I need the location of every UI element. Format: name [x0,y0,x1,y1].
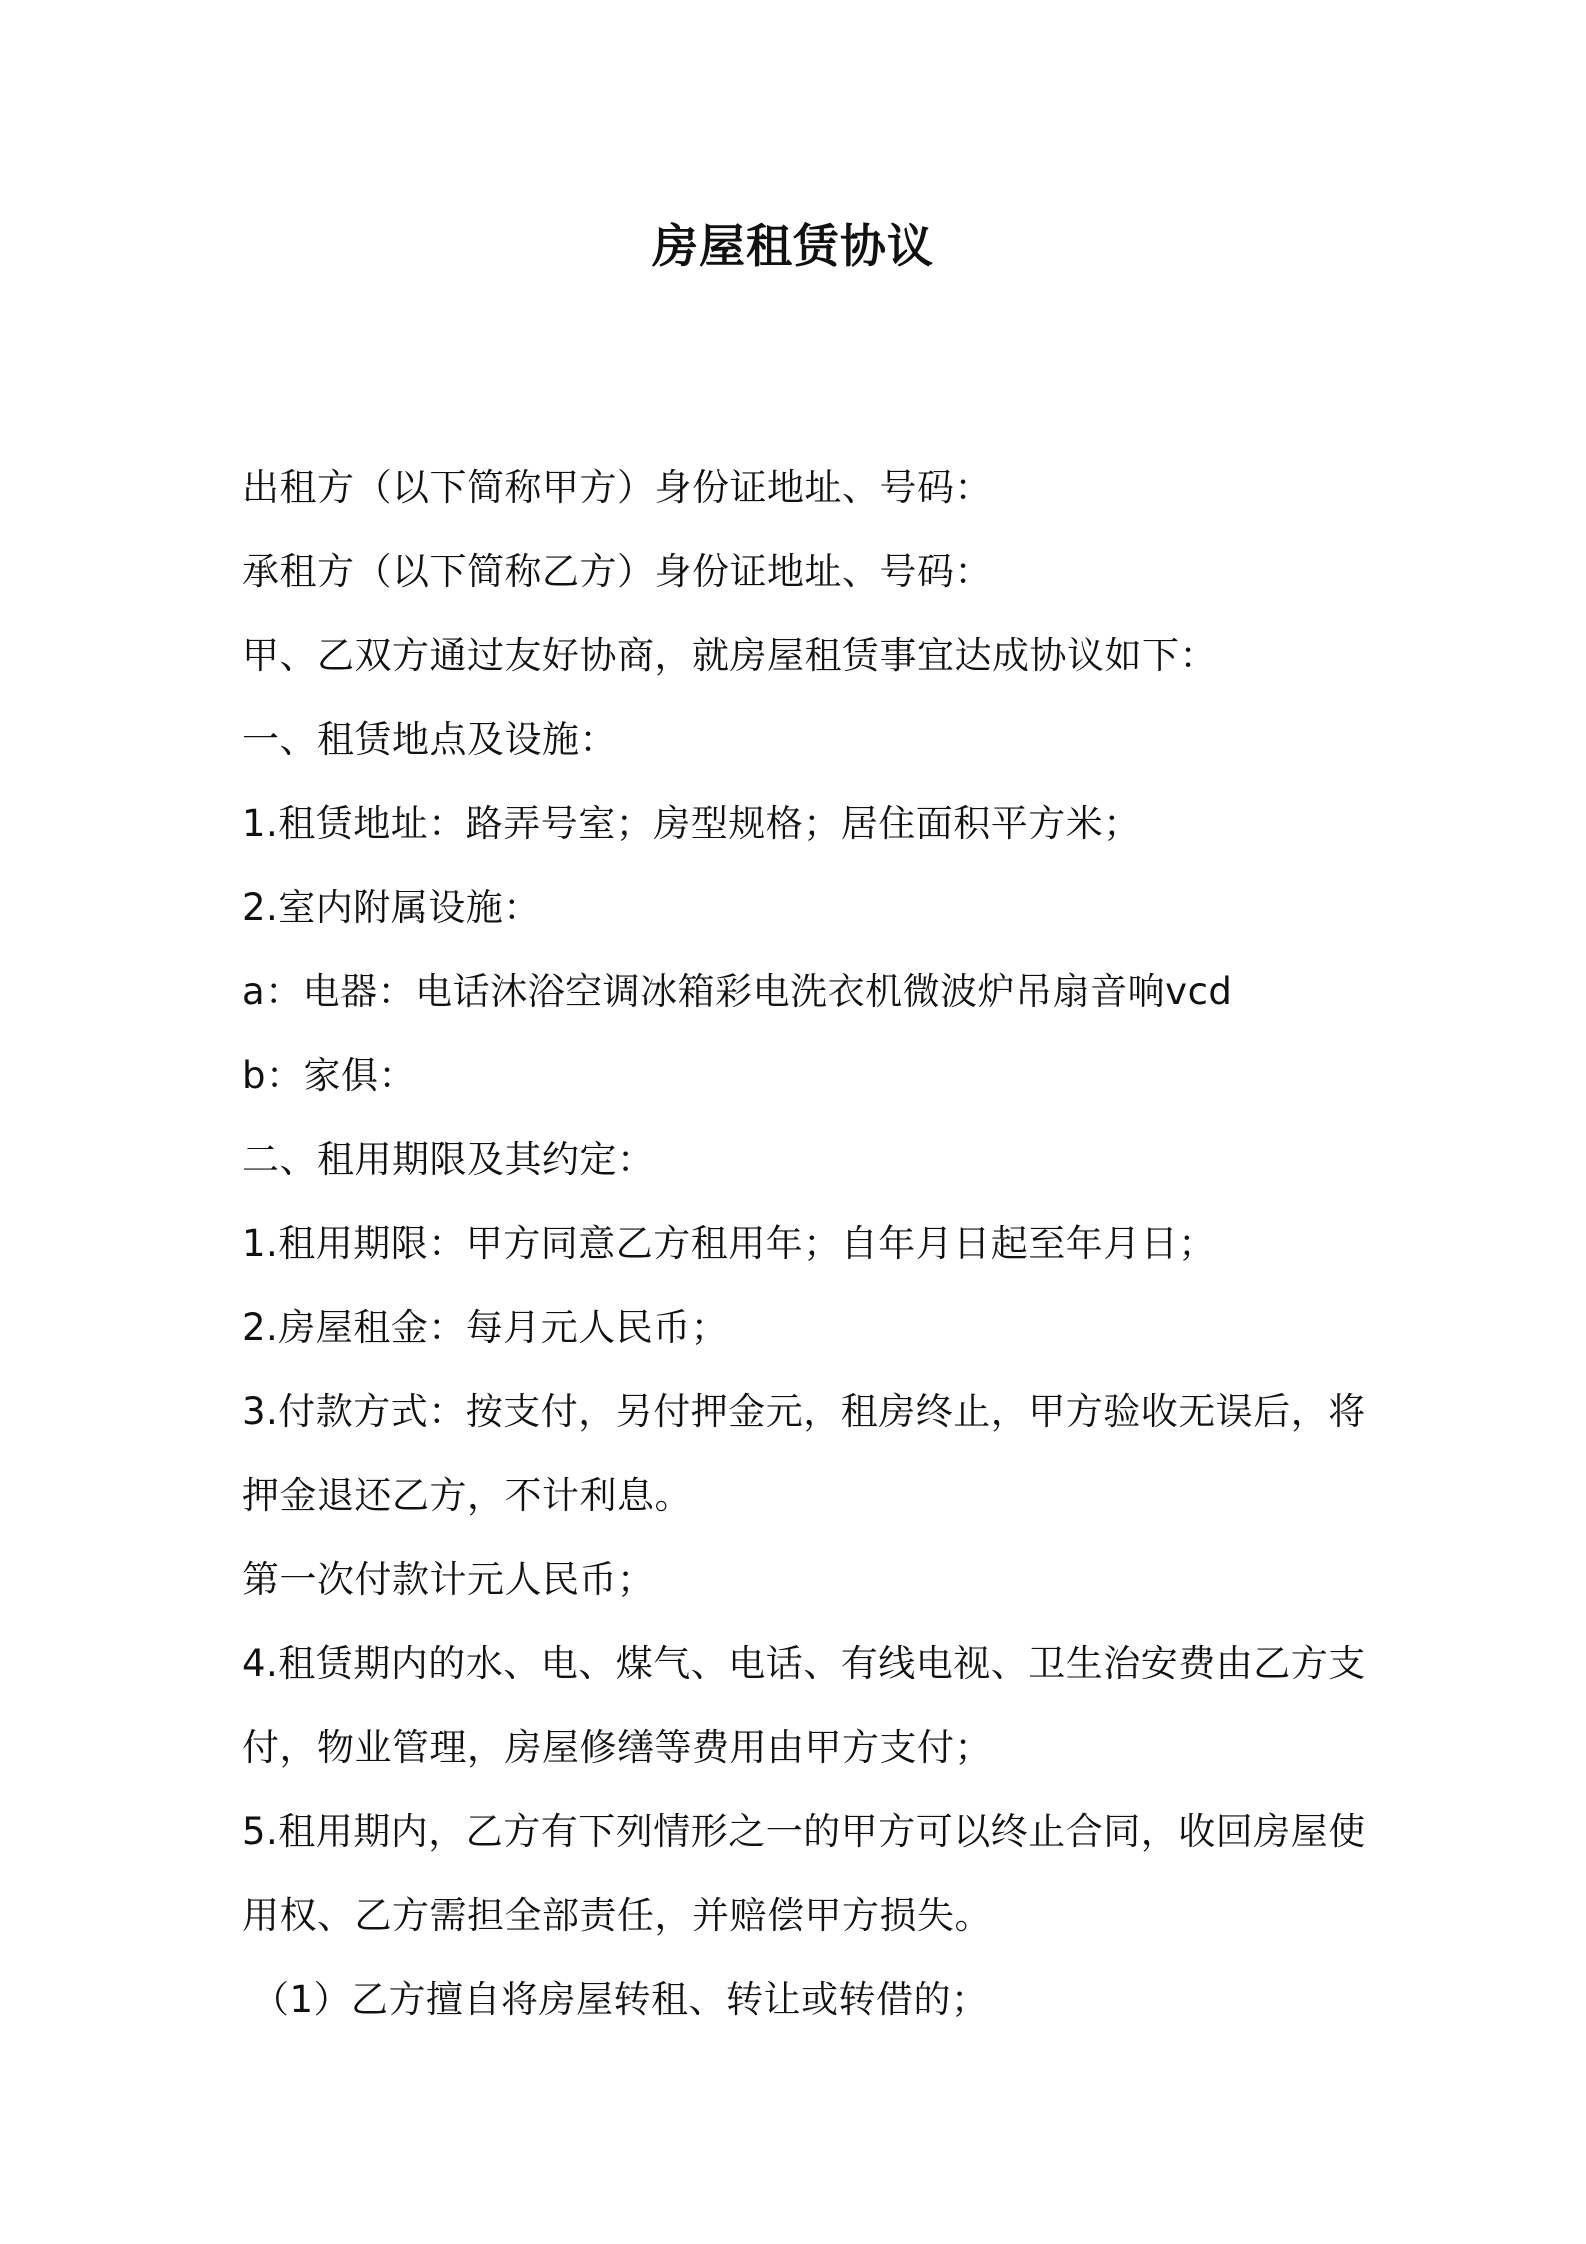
paragraph-line: 用权、乙方需担全部责任，并赔偿甲方损失。 [242,1894,992,1937]
paragraph-line: 1.租赁地址：路弄号室；房型规格；居住面积平方米； [242,802,1141,845]
section-heading: 二、租用期限及其约定： [242,1138,655,1181]
paragraph-line: 1.租用期限：甲方同意乙方租用年；自年月日起至年月日； [242,1222,1216,1265]
paragraph-line: 甲、乙双方通过友好协商，就房屋租赁事宜达成协议如下： [242,634,1217,677]
paragraph-line: 承租方（以下简称乙方）身份证地址、号码： [242,550,992,593]
paragraph-line: 3.付款方式：按支付，另付押金元，租房终止，甲方验收无误后，将 [242,1390,1366,1433]
document-body [242,446,1366,2042]
paragraph-line: 4.租赁期内的水、电、煤气、电话、有线电视、卫生治安费由乙方支 [242,1642,1366,1685]
paragraph-line: 押金退还乙方，不计利息。 [242,1474,692,1517]
paragraph-line: b：家俱： [242,1054,416,1097]
paragraph-line: a：电器：电话沐浴空调冰箱彩电洗衣机微波炉吊扇音响vcd [242,970,1233,1013]
paragraph-line: 出租方（以下简称甲方）身份证地址、号码： [242,466,992,509]
paragraph-line: 第一次付款计元人民币； [242,1558,655,1601]
paragraph-line: 2.室内附属设施： [242,886,541,929]
paragraph-line: 付，物业管理，房屋修缮等费用由甲方支付； [242,1726,992,1769]
section-heading: 一、租赁地点及设施： [242,718,617,761]
paragraph-line: （1）乙方擅自将房屋转租、转让或转借的； [252,1978,989,2021]
paragraph-line: 2.房屋租金：每月元人民币； [242,1306,729,1349]
paragraph-line: 5.租用期内，乙方有下列情形之一的甲方可以终止合同，收回房屋使 [242,1810,1366,1853]
document-title: 房屋租赁协议 [652,219,934,273]
